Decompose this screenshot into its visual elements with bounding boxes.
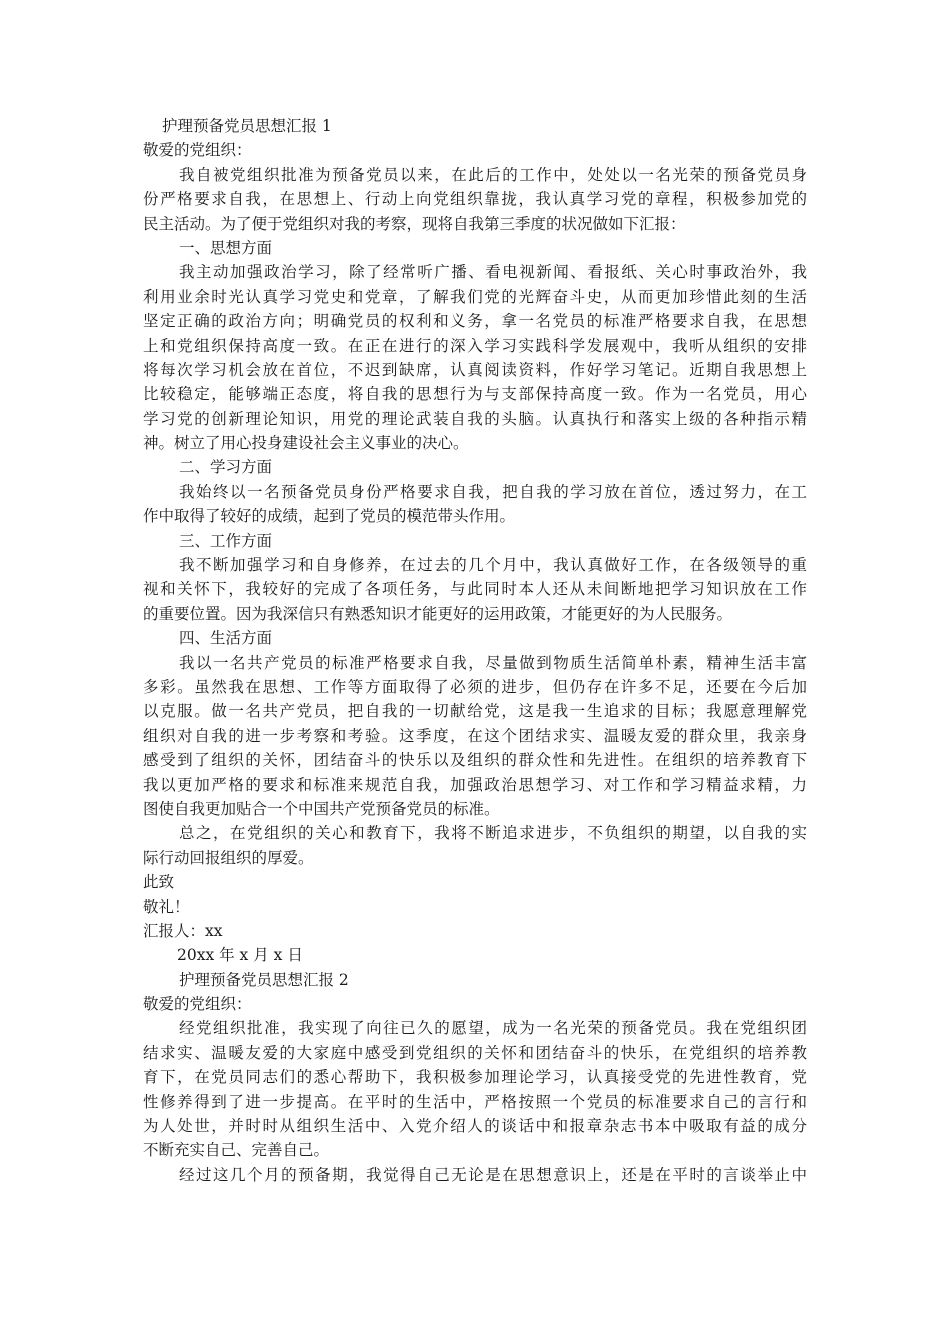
paragraph-line: 比较稳定，能够端正态度，将自我的思想行为与支部保持高度一致。作为一名党员，用心 [143,385,807,404]
report1-salutation: 敬爱的党组织： [143,141,252,160]
paragraph-line: 份严格要求自我，在思想上、行动上向党组织靠拢，我认真学习党的章程，积极参加党的 [143,190,807,209]
paragraph-line: 育下，在党员同志们的悉心帮助下，我积极参加理论学习，认真接受党的先进性教育，党 [143,1068,807,1087]
paragraph-line: 的重要位置。因为我深信只有熟悉知识才能更好的运用政策，才能更好的为人民服务。 [143,604,733,623]
paragraph-line: 我自被党组织批准为预备党员以来，在此后的工作中，处处以一名光荣的预备党员身 [179,165,807,184]
paragraph-line: 我始终以一名预备党员身份严格要求自我，把自我的学习放在首位，透过努力，在工 [179,482,807,501]
date-line: 20xx 年 x 月 x 日 [177,946,303,965]
paragraph-line: 作中取得了较好的成绩，起到了党员的模范带头作用。 [143,507,516,526]
paragraph-line: 性修养得到了进一步提高。在平时的生活中，严格按照一个党员的标准要求自己的言行和 [143,1092,807,1111]
section-heading: 一、思想方面 [179,238,273,257]
paragraph-line: 经过这几个月的预备期，我觉得自己无论是在思想意识上，还是在平时的言谈举止中 [179,1165,807,1184]
section-heading: 三、工作方面 [179,531,273,550]
paragraph-line: 经党组织批准，我实现了向往已久的愿望，成为一名光荣的预备党员。我在党组织团 [179,1019,807,1038]
paragraph-line: 图使自我更加贴合一个中国共产党预备党员的标准。 [143,799,500,818]
paragraph-line: 神。树立了用心投身建设社会主义事业的决心。 [143,434,469,453]
section-heading: 二、学习方面 [179,458,273,477]
paragraph-line: 坚定正确的政治方向；明确党员的权利和义务，拿一名党员的标准严格要求自我，在思想 [143,312,807,331]
paragraph-line: 我以一名共产党员的标准严格要求自我，尽量做到物质生活简单朴素，精神生活丰富 [179,653,807,672]
report1-title: 护理预备党员思想汇报 1 [162,117,332,135]
paragraph-line: 总之，在党组织的关心和教育下，我将不断追求进步，不负组织的期望，以自我的实 [179,824,807,843]
paragraph-line: 以克服。做一名共产党员，把自我的一切献给党，这是我一生追求的目标；我愿意理解党 [143,702,807,721]
paragraph-line: 多彩。虽然我在思想、工作等方面取得了必须的进步，但仍存在许多不足，还要在今后加 [143,677,807,696]
paragraph-line: 民主活动。为了便于党组织对我的考察，现将自我第三季度的状况做如下汇报： [143,214,686,233]
closing-line: 此致 [143,873,175,892]
report2-salutation: 敬爱的党组织： [143,995,252,1014]
paragraph-line: 际行动回报组织的厚爱。 [143,848,314,867]
document-page [143,114,807,1187]
closing-line: 敬礼！ [143,897,190,916]
paragraph-line: 感受到了组织的关怀，团结奋斗的快乐以及组织的群众性和先进性。在组织的培养教育下 [143,751,807,770]
paragraph-line: 为人处世，并时时从组织生活中、入党介绍人的谈话中和报章杂志书本中吸取有益的成分 [143,1117,807,1136]
paragraph-line: 结求实、温暖友爱的大家庭中感受到党组织的关怀和团结奋斗的快乐，在党组织的培养教 [143,1043,807,1062]
paragraph-line: 组织对自我的进一步考察和考验。这季度，在这个团结求实、温暖友爱的群众里，我亲身 [143,726,807,745]
section-heading: 四、生活方面 [179,629,273,648]
paragraph-line: 我不断加强学习和自身修养，在过去的几个月中，我认真做好工作，在各级领导的重 [179,556,807,575]
reporter-line: 汇报人：xx [143,921,223,940]
paragraph-line: 我以更加严格的要求和标准来规范自我，加强政治思想学习、对工作和学习精益求精，力 [143,775,807,794]
paragraph-line: 学习党的创新理论知识，用党的理论武装自我的头脑。认真执行和落实上级的各种指示精 [143,409,807,428]
report2-title: 护理预备党员思想汇报 2 [179,970,349,989]
paragraph-line: 我主动加强政治学习，除了经常听广播、看电视新闻、看报纸、关心时事政治外，我 [179,263,807,282]
paragraph-line: 将每次学习机会放在首位，不迟到缺席，认真阅读资料，作好学习笔记。近期自我思想上 [143,360,807,379]
paragraph-line: 利用业余时光认真学习党史和党章，了解我们党的光辉奋斗史，从而更加珍惜此刻的生活 [143,287,807,306]
paragraph-line: 上和党组织保持高度一致。在正在进行的深入学习实践科学发展观中，我听从组织的安排 [143,336,807,355]
paragraph-line: 不断充实自己、完善自己。 [143,1141,330,1160]
paragraph-line: 视和关怀下，我较好的完成了各项任务，与此同时本人还从未间断地把学习知识放在工作 [143,580,807,599]
